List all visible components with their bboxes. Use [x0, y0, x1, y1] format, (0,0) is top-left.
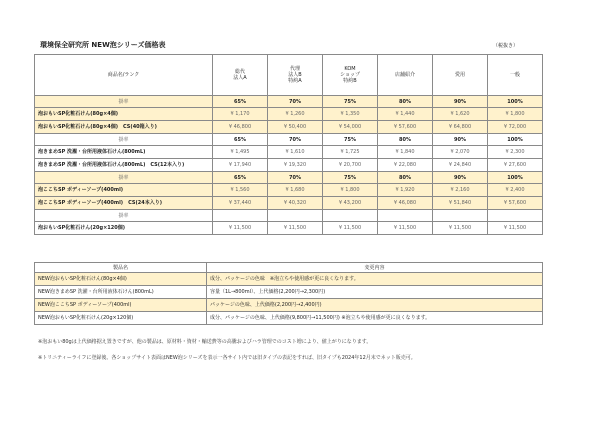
price-cell: ¥ 64,800 — [433, 121, 488, 134]
product-row — [35, 197, 543, 210]
rank-header-line: 一般 — [509, 72, 520, 78]
price-cell: ¥ 37,440 — [213, 197, 268, 210]
price-cell: ¥ 27,600 — [488, 159, 543, 172]
price-cell: ¥ 2,400 — [488, 184, 543, 197]
rate-cell: 65% — [213, 172, 268, 184]
product-name: 泡ここちSP ボディーソープ(400ml) — [35, 184, 213, 197]
price-cell: ¥ 2,300 — [488, 146, 543, 159]
price-cell: ¥ 1,260 — [268, 108, 323, 121]
price-cell: ¥ 51,840 — [433, 197, 488, 210]
price-cell: ¥ 1,440 — [378, 108, 433, 121]
change-header: 製品名 — [35, 263, 207, 273]
rank-header-line: 総代 — [234, 69, 245, 75]
product-name: 泡おもいSP化粧石けん(20g×120個) — [35, 222, 213, 235]
product-name: 泡きまめSP 洗濯・台所用液体石けん(800mL) CS(12本入り) — [35, 159, 213, 172]
price-cell: ¥ 22,080 — [378, 159, 433, 172]
rate-row — [35, 134, 543, 146]
price-cell: ¥ 1,680 — [268, 184, 323, 197]
change-header: 変更内容 — [207, 263, 543, 273]
product-row — [35, 108, 543, 121]
change-product: NEW泡おもいSP化粧石けん(80g×4個) — [35, 273, 207, 286]
price-cell: ¥ 20,700 — [323, 159, 378, 172]
price-cell: ¥ 11,500 — [213, 222, 268, 235]
rate-cell: 70% — [268, 96, 323, 108]
change-content: 容量（1L→800ml）、上代価格(2,200円→2,300円) — [207, 286, 543, 299]
change-row — [35, 286, 543, 299]
rate-cell: 70% — [268, 172, 323, 184]
price-cell: ¥ 43,200 — [323, 197, 378, 210]
change-table — [34, 262, 543, 325]
tax-note: （税抜き） — [493, 43, 519, 49]
price-cell: ¥ 1,495 — [213, 146, 268, 159]
change-row — [35, 273, 543, 286]
rank-header-line: KOM — [344, 66, 356, 72]
rate-row — [35, 96, 543, 108]
price-cell: ¥ 11,500 — [378, 222, 433, 235]
price-header-row — [35, 55, 543, 96]
price-cell: ¥ 57,600 — [488, 197, 543, 210]
change-row — [35, 299, 543, 312]
rank-header — [433, 55, 488, 96]
rank-header — [488, 55, 543, 96]
rate-cell — [488, 210, 543, 222]
rate-cell: 90% — [433, 172, 488, 184]
price-cell: ¥ 1,725 — [323, 146, 378, 159]
rate-cell: 75% — [323, 134, 378, 146]
rate-label: 掛率 — [35, 134, 213, 146]
rate-cell: 80% — [378, 172, 433, 184]
rate-label: 掛率 — [35, 210, 213, 222]
price-cell: ¥ 17,940 — [213, 159, 268, 172]
rate-cell — [213, 210, 268, 222]
rate-cell: 100% — [488, 96, 543, 108]
rank-header-line: 代理 — [289, 66, 300, 72]
price-cell: ¥ 1,560 — [213, 184, 268, 197]
price-cell: ¥ 11,500 — [433, 222, 488, 235]
rate-cell: 100% — [488, 172, 543, 184]
change-content: 成分、パッケージの色味 ※泡立ちや使用感が更に良くなります。 — [207, 273, 543, 286]
product-row — [35, 121, 543, 134]
rate-cell: 90% — [433, 134, 488, 146]
price-cell: ¥ 2,070 — [433, 146, 488, 159]
rate-cell: 65% — [213, 96, 268, 108]
price-cell: ¥ 11,500 — [323, 222, 378, 235]
price-cell: ¥ 72,000 — [488, 121, 543, 134]
rank-header-line: 特約A — [288, 78, 302, 84]
rate-label: 掛率 — [35, 172, 213, 184]
product-name-header: 商品名/ランク — [35, 55, 213, 96]
change-product: NEW泡ここちSP ボディーソープ(400ml) — [35, 299, 207, 312]
rank-header-line: ショップ — [340, 72, 360, 78]
rank-header — [378, 55, 433, 96]
price-cell: ¥ 1,610 — [268, 146, 323, 159]
price-cell: ¥ 1,800 — [323, 184, 378, 197]
price-cell: ¥ 57,600 — [378, 121, 433, 134]
footnote-2: ※トリニティーライフに登録後、各ショップサイト表面はNEW泡シリーズを表示一各サイト内では旧タイプの表記をすれば、旧タイプも2024年12月末でネット販売可。 — [38, 355, 416, 361]
product-name: 泡ここちSP ボディーソープ(400ml) CS(24本入り) — [35, 197, 213, 210]
rank-header-line: 特約B — [343, 78, 357, 84]
price-cell: ¥ 50,400 — [268, 121, 323, 134]
product-name: 泡きまめSP 洗濯・台所用液体石けん(800mL) — [35, 146, 213, 159]
product-name: 泡おもいSP化粧石けん(80g×4個) — [35, 108, 213, 121]
rate-cell: 100% — [488, 134, 543, 146]
product-row — [35, 222, 543, 235]
price-cell: ¥ 46,080 — [378, 197, 433, 210]
price-cell: ¥ 1,840 — [378, 146, 433, 159]
product-row — [35, 146, 543, 159]
footnote-1: ※泡おもい80gは上代価格据え置きですが、他の製品は、原材料・資材・輸送費等の高騰およびハラ管理でのコスト増により、値上がりになります。 — [38, 339, 372, 345]
price-cell: ¥ 24,840 — [433, 159, 488, 172]
rate-cell — [323, 210, 378, 222]
product-name: 泡おもいSP化粧石けん(80g×4個) CS(40箱入り) — [35, 121, 213, 134]
rate-row — [35, 172, 543, 184]
change-product: NEW泡おもいSP化粧石けん(20g×120個) — [35, 312, 207, 325]
rate-cell: 65% — [213, 134, 268, 146]
price-cell: ¥ 1,800 — [488, 108, 543, 121]
product-row — [35, 159, 543, 172]
price-cell: ¥ 1,620 — [433, 108, 488, 121]
price-table — [34, 54, 543, 235]
price-cell: ¥ 1,350 — [323, 108, 378, 121]
rate-cell: 75% — [323, 96, 378, 108]
rate-cell: 80% — [378, 134, 433, 146]
change-row — [35, 312, 543, 325]
rank-header — [268, 55, 323, 96]
price-cell: ¥ 54,000 — [323, 121, 378, 134]
page-title: 環境保全研究所 NEW泡シリーズ価格表 — [40, 41, 166, 49]
rate-cell: 70% — [268, 134, 323, 146]
rate-cell — [268, 210, 323, 222]
rank-header-line: 法人A — [233, 75, 247, 81]
rate-cell — [378, 210, 433, 222]
price-cell: ¥ 2,160 — [433, 184, 488, 197]
rate-cell: 90% — [433, 96, 488, 108]
change-content: パッケージの色味、上代価格(2,200円→2,400円) — [207, 299, 543, 312]
price-cell: ¥ 11,500 — [268, 222, 323, 235]
price-cell: ¥ 46,800 — [213, 121, 268, 134]
price-cell: ¥ 1,170 — [213, 108, 268, 121]
rate-cell — [433, 210, 488, 222]
price-cell: ¥ 11,500 — [488, 222, 543, 235]
rate-cell: 80% — [378, 96, 433, 108]
product-row — [35, 184, 543, 197]
rank-header — [213, 55, 268, 96]
price-cell: ¥ 40,320 — [268, 197, 323, 210]
rate-label: 掛率 — [35, 96, 213, 108]
price-cell: ¥ 1,920 — [378, 184, 433, 197]
change-content: 成分、パッケージの色味、上代価格(9,800円→11,500円) ※泡立ちや使用感が更に良くなります。 — [207, 312, 543, 325]
rank-header — [323, 55, 378, 96]
rank-header-line: 愛用 — [454, 72, 465, 78]
change-product: NEW泡きまめSP 洗濯・台所用液体石けん(800mL) — [35, 286, 207, 299]
change-header-row — [35, 263, 543, 273]
rank-header-line: 法人B — [288, 72, 302, 78]
rate-cell: 75% — [323, 172, 378, 184]
rank-header-line: 店舗紹介 — [394, 72, 415, 78]
price-cell: ¥ 19,320 — [268, 159, 323, 172]
rate-row — [35, 210, 543, 222]
